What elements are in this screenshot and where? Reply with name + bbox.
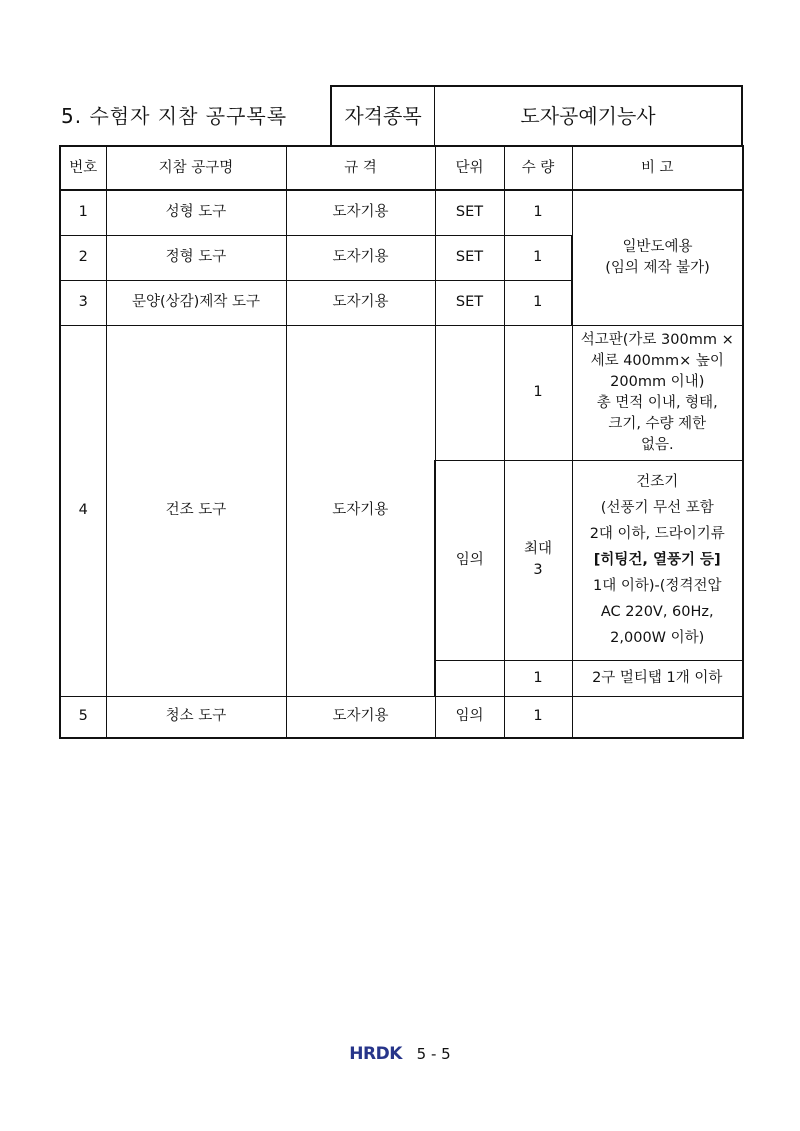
table-row bbox=[60, 190, 743, 235]
cell-qty: 1 bbox=[504, 696, 572, 738]
qualification-box bbox=[330, 85, 743, 145]
cell-note: 석고판(가로 300mm × 세로 400mm× 높이 200mm 이내) 총 면적 이내, 형태, 크기, 수량 제한 없음. bbox=[572, 325, 743, 460]
cell-spec: 도자기용 bbox=[286, 325, 435, 696]
cell-qty: 1 bbox=[504, 190, 572, 235]
cell-spec: 도자기용 bbox=[286, 280, 435, 325]
page-number: 5 - 5 bbox=[416, 1045, 451, 1063]
cell-no: 4 bbox=[60, 325, 106, 696]
section-title: 5. 수험자 지참 공구목록 bbox=[61, 104, 288, 128]
cell-note bbox=[572, 460, 743, 660]
cell-unit: 임의 bbox=[435, 696, 504, 738]
cell-note: 2구 멀티탭 1개 이하 bbox=[572, 660, 743, 696]
cell-qty: 1 bbox=[504, 280, 572, 325]
cell-no: 2 bbox=[60, 235, 106, 280]
cell-unit: SET bbox=[435, 280, 504, 325]
page-footer bbox=[0, 1044, 800, 1064]
cell-unit bbox=[435, 660, 504, 696]
tool-list-table bbox=[59, 145, 744, 739]
cell-name: 청소 도구 bbox=[106, 696, 286, 738]
qualification-label: 자격종목 bbox=[332, 87, 435, 145]
col-header-unit: 단위 bbox=[435, 146, 504, 190]
col-header-qty: 수 량 bbox=[504, 146, 572, 190]
cell-no: 1 bbox=[60, 190, 106, 235]
cell-name: 건조 도구 bbox=[106, 325, 286, 696]
cell-qty: 최대 3 bbox=[504, 460, 572, 660]
qualification-value: 도자공예기능사 bbox=[520, 104, 656, 128]
col-header-name: 지참 공구명 bbox=[106, 146, 286, 190]
cell-unit: SET bbox=[435, 235, 504, 280]
table-header-row bbox=[60, 146, 743, 190]
note-text-bold: [히팅건, 열풍기 등] bbox=[593, 552, 721, 568]
cell-unit bbox=[435, 325, 504, 460]
note-text: 1대 이하)-(정격전압 AC 220V, 60Hz, 2,000W 이하) bbox=[593, 578, 722, 646]
cell-name: 성형 도구 bbox=[106, 190, 286, 235]
table-row bbox=[60, 696, 743, 738]
cell-note bbox=[572, 696, 743, 738]
cell-note-group: 일반도예용 (임의 제작 불가) bbox=[572, 190, 743, 325]
table-row bbox=[60, 325, 743, 460]
cell-qty: 1 bbox=[504, 235, 572, 280]
cell-no: 5 bbox=[60, 696, 106, 738]
cell-name: 정형 도구 bbox=[106, 235, 286, 280]
cell-spec: 도자기용 bbox=[286, 190, 435, 235]
cell-qty: 1 bbox=[504, 660, 572, 696]
cell-unit: SET bbox=[435, 190, 504, 235]
col-header-spec: 규 격 bbox=[286, 146, 435, 190]
cell-qty: 1 bbox=[504, 325, 572, 460]
col-header-no: 번호 bbox=[60, 146, 106, 190]
cell-name: 문양(상감)제작 도구 bbox=[106, 280, 286, 325]
cell-unit: 임의 bbox=[435, 460, 504, 660]
cell-spec: 도자기용 bbox=[286, 235, 435, 280]
hrdk-logo: HRDK bbox=[349, 1044, 402, 1064]
col-header-note: 비 고 bbox=[572, 146, 743, 190]
cell-spec: 도자기용 bbox=[286, 696, 435, 738]
note-text: 건조기 (선풍기 무선 포함 2대 이하, 드라이기류 bbox=[589, 474, 725, 542]
page-header bbox=[59, 85, 741, 145]
cell-no: 3 bbox=[60, 280, 106, 325]
